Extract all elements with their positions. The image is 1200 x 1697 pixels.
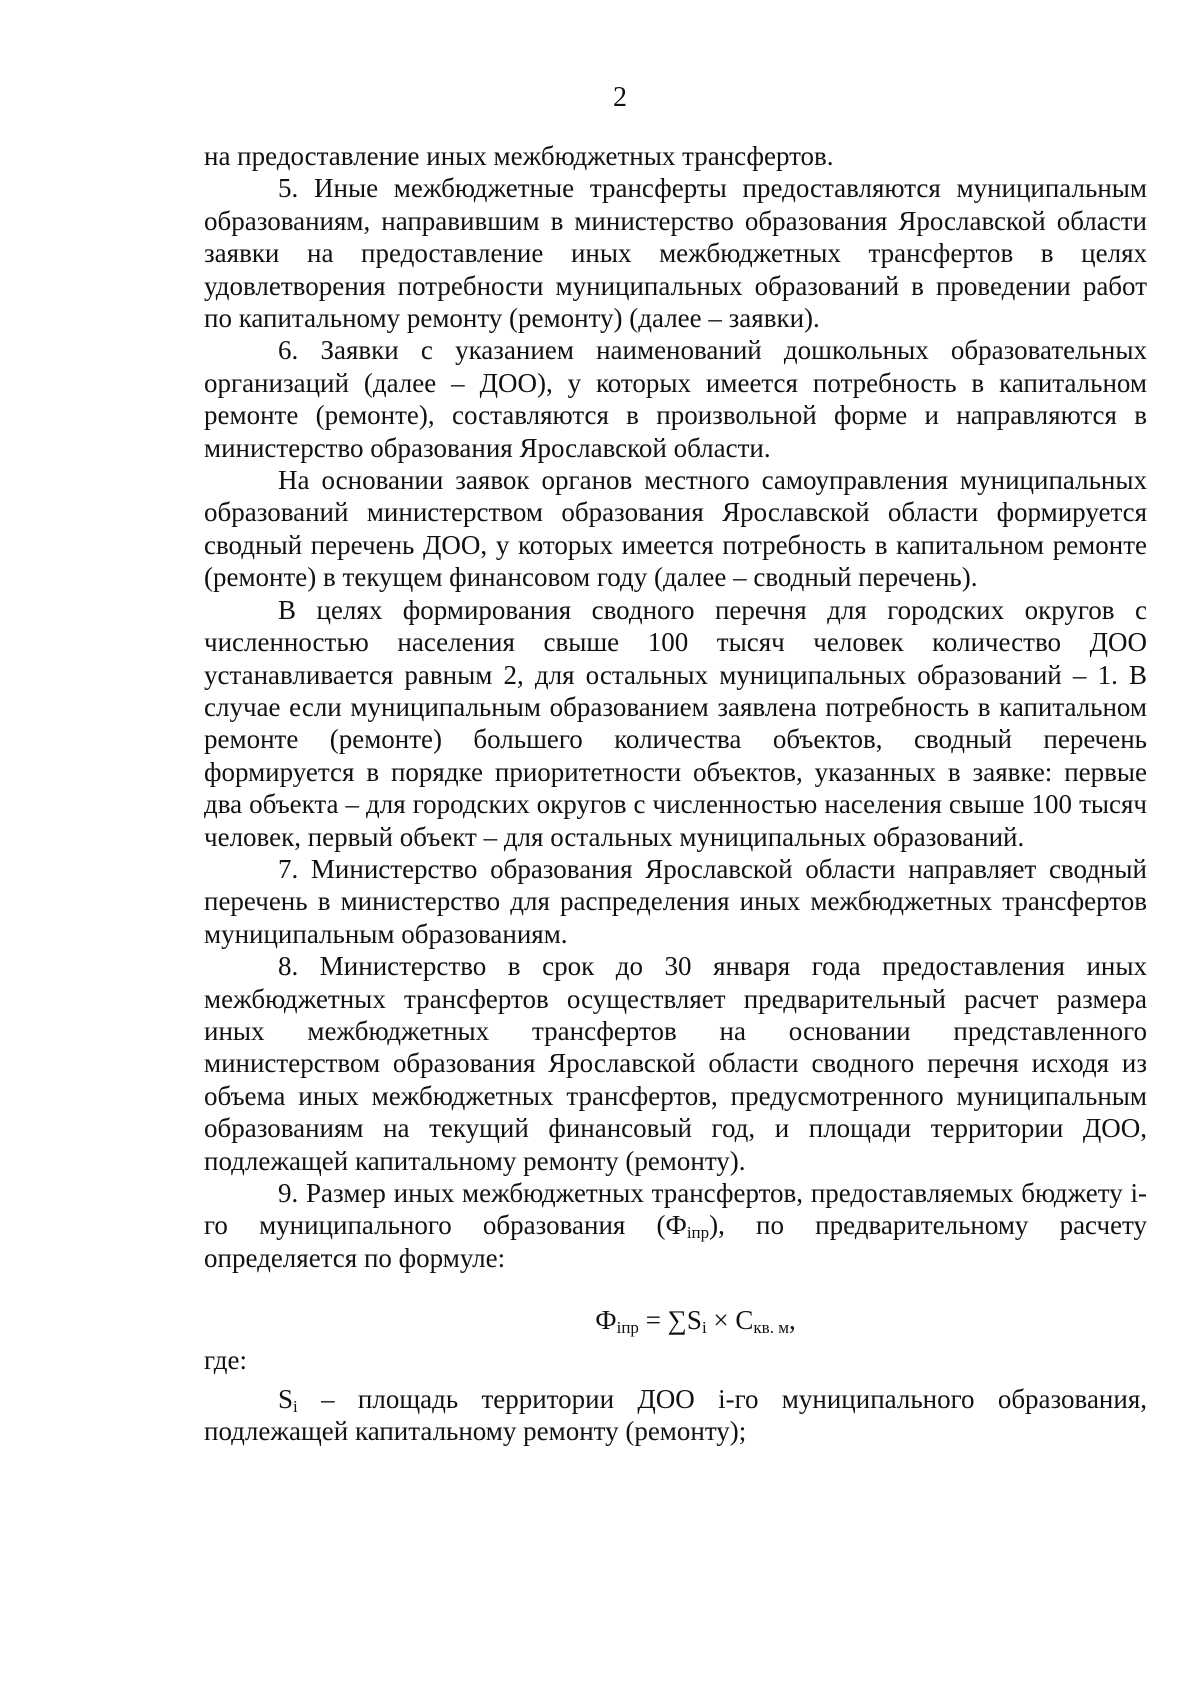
formula-sum: = ∑S	[638, 1305, 702, 1336]
definition-s-text: – площадь территории ДОО i-го муниципального образования, подлежащей капитальному ремонту (ремонту);	[204, 1383, 1147, 1447]
definition-s-symbol: S	[278, 1383, 294, 1414]
formula-s-subscript: i	[701, 1318, 707, 1338]
paragraph-6: 6. Заявки с указанием наименований дошкольных образовательных организаций (далее – ДОО), у которых имеется потребность в капитальном ремонте (ремонте), составляются в произвольной форме и направляются в министерство образования Ярославской области.	[204, 335, 1147, 463]
definition-s-subscript: i	[293, 1396, 298, 1416]
paragraph-6-basis: На основании заявок органов местного самоуправления муниципальных образований министерством образования Ярославской области формируется сводный перечень ДОО, у которых имеется потребность в капитальном ремонте (ремонте) в текущем финансовом году (далее – сводный перечень).	[204, 465, 1147, 593]
paragraph-9	[204, 1177, 1147, 1274]
page-number: 2	[613, 82, 627, 113]
definition-s	[204, 1383, 1147, 1448]
formula-c-subscript: кв. м	[753, 1318, 789, 1338]
paragraph-9-start: 9. Размер иных межбюджетных трансфертов, предоставляемых бюджету i-го муниципального образования (Ф	[204, 1178, 1147, 1241]
formula-lhs: Ф	[595, 1305, 617, 1336]
paragraph-intro: на предоставление иных межбюджетных трансфертов.	[204, 141, 834, 171]
formula-times: × С	[706, 1305, 754, 1336]
paragraph-8: 8. Министерство в срок до 30 января года предоставления иных межбюджетных трансфертов осуществляет предварительный расчет размера иных межбюджетных трансфертов на основании представленного министерством образования Ярославской области сводного перечня исходя из объема иных межбюджетных трансфертов, предусмотренного муниципальным образованиям на текущий финансовый год, и площади территории ДОО, подлежащей капитальному ремонту (ремонту).	[204, 951, 1147, 1176]
paragraph-6-count: В целях формирования сводного перечня для городских округов с численностью населения свыше 100 тысяч человек количество ДОО устанавливается равным 2, для остальных муниципальных образований – 1. В случае если муниципальным образованием заявлена потребность в капитальном ремонте (ремонте) большего количества объектов, сводный перечень формируется в порядке приоритетности объектов, указанных в заявке: первые два объекта – для городских округов с численностью населения свыше 100 тысяч человек, первый объект – для остальных муниципальных образований.	[204, 594, 1147, 852]
paragraph-5: 5. Иные межбюджетные трансферты предоставляются муниципальным образованиям, направившим в министерство образования Ярославской области заявки на предоставление иных межбюджетных трансфертов в целях удовлетворения потребности муниципальных образований в проведении работ по капитальному ремонту (ремонту) (далее – заявки).	[204, 173, 1147, 334]
paragraph-9-end: ), по предварительному расчету определяется по формуле:	[204, 1210, 1147, 1273]
document-body	[204, 140, 1147, 1447]
formula-lhs-subscript: iпр	[616, 1318, 639, 1338]
paragraph-9-subscript: iпр	[686, 1223, 710, 1243]
where-label: где:	[204, 1345, 247, 1376]
paragraph-7: 7. Министерство образования Ярославской области направляет сводный перечень в министерство для распределения иных межбюджетных трансфертов муниципальным образованиям.	[204, 853, 1147, 949]
formula-tail: ,	[788, 1305, 796, 1336]
formula	[204, 1304, 1147, 1338]
